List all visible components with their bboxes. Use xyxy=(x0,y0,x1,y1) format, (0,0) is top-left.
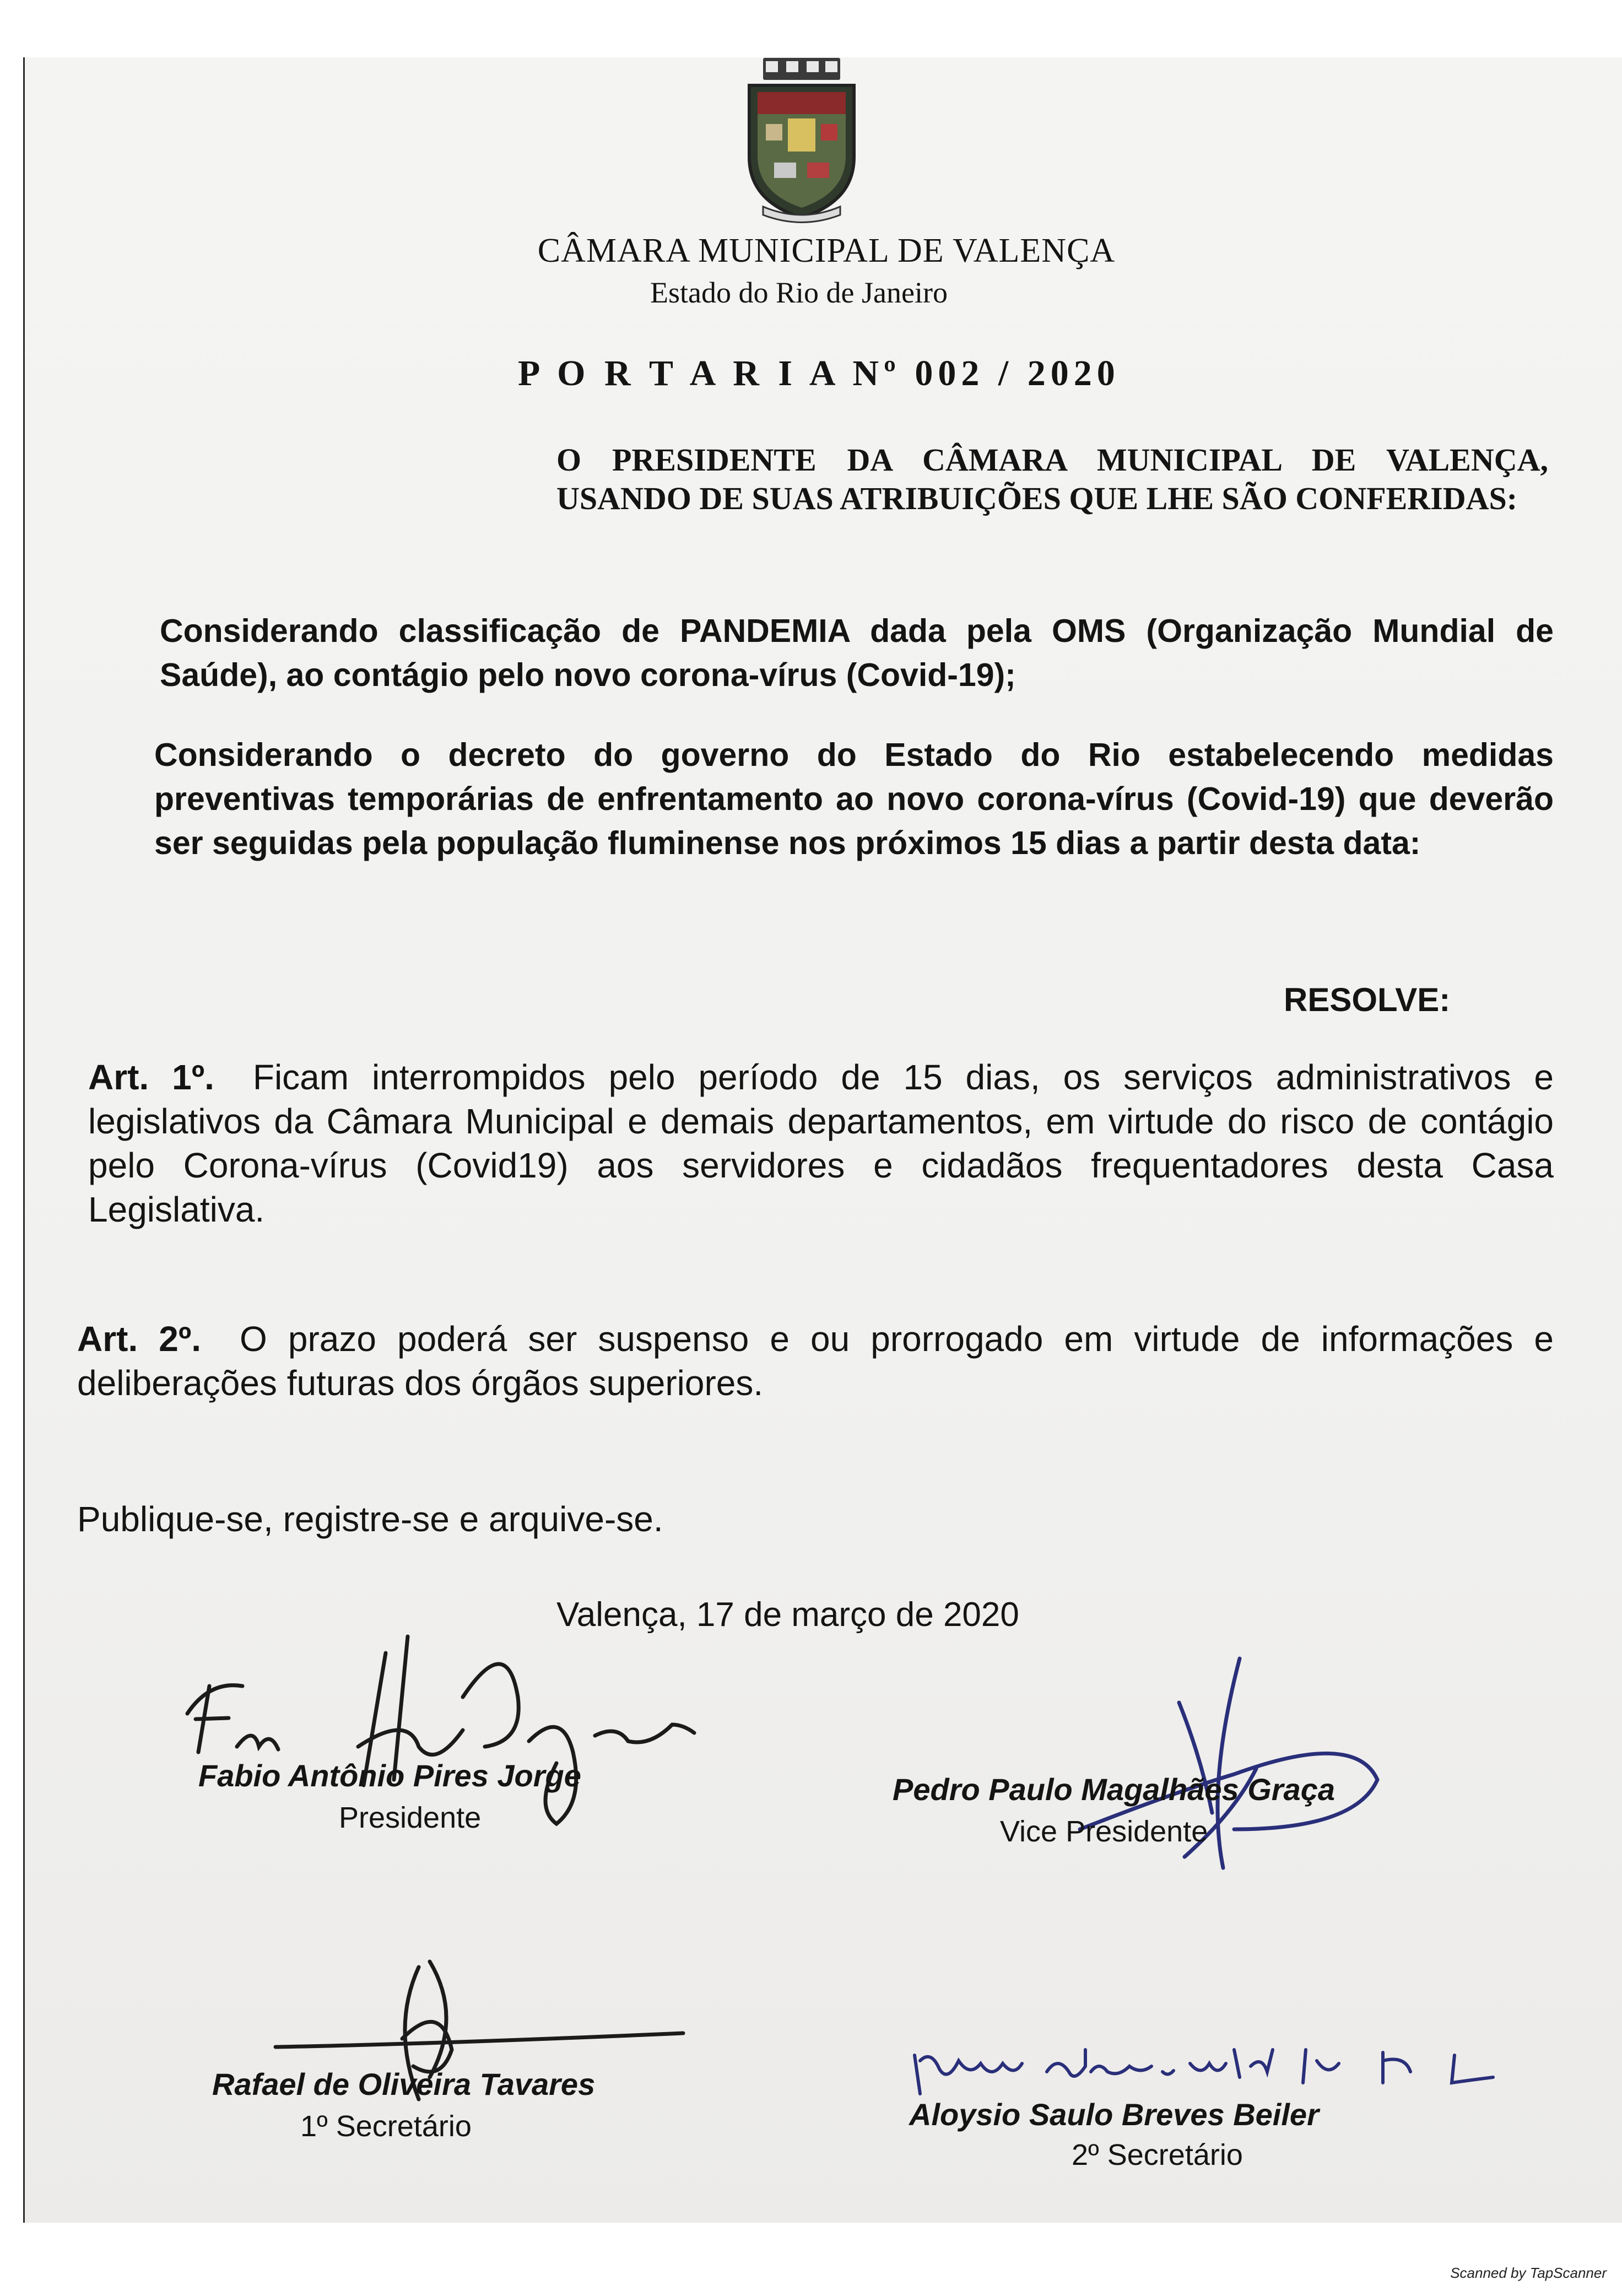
municipal-coat-of-arms-icon xyxy=(733,58,871,223)
preamble: O PRESIDENTE DA CÂMARA MUNICIPAL DE VALENÇA, USANDO DE SUAS ATRIBUIÇÕES QUE LHE SÃO CONFERIDAS: xyxy=(556,442,1548,516)
signatory-2-role: Vice Presidente xyxy=(1000,1815,1208,1848)
consideration-1: Considerando classificação de PANDEMIA dada pela OMS (Organização Mundial de Saúde), ao contágio pelo novo corona-vírus (Covid-19); xyxy=(160,613,1554,693)
article-2-label: Art. 2º. xyxy=(77,1319,202,1359)
organization-name: CÂMARA MUNICIPAL DE VALENÇA xyxy=(537,232,1116,269)
article-1 xyxy=(88,1055,1554,1231)
article-1-text: Ficam interrompidos pelo período de 15 dias, os serviços administrativos e legislativos da Câmara Municipal e demais departamentos, em virtude do risco de contágio pelo Corona-vírus (Covid19) aos servidores e cidadãos frequentadores desta Casa Legislativa. xyxy=(88,1057,1554,1229)
resolve-heading: RESOLVE: xyxy=(1284,981,1451,1018)
signatory-3-role: 1º Secretário xyxy=(300,2110,472,2143)
article-2 xyxy=(77,1317,1554,1405)
place-date: Valença, 17 de março de 2020 xyxy=(556,1596,1019,1634)
signatory-1-role: Presidente xyxy=(339,1801,482,1834)
signatory-1-name: Fabio Antônio Pires Jorge xyxy=(198,1758,581,1793)
article-2-text: O prazo poderá ser suspenso e ou prorrogado em virtude de informações e deliberações futuras dos órgãos superiores. xyxy=(77,1319,1554,1403)
signatory-2-name: Pedro Paulo Magalhães Graça xyxy=(893,1772,1335,1807)
article-1-label: Art. 1º. xyxy=(88,1057,214,1097)
document-title: P O R T A R I A Nº 002 / 2020 xyxy=(518,353,1120,393)
consideration-2: Considerando o decreto do governo do Estado do Rio estabelecendo medidas preventivas temporárias de enfrentamento ao novo corona-vírus (Covid-19) que deverão ser seguidas pela população fluminense nos próximos 15 dias a partir desta data: xyxy=(154,737,1554,861)
signatory-4-name: Aloysio Saulo Breves Beiler xyxy=(909,2097,1319,2132)
closing-statement: Publique-se, registre-se e arquive-se. xyxy=(77,1499,663,1539)
signature-second-secretary xyxy=(909,2039,1515,2099)
signatory-3-name: Rafael de Oliveira Tavares xyxy=(212,2067,596,2101)
organization-state: Estado do Rio de Janeiro xyxy=(650,276,948,309)
signatory-4-role: 2º Secretário xyxy=(1072,2138,1243,2171)
scanner-credit: Scanned by TapScanner xyxy=(1450,2265,1607,2281)
